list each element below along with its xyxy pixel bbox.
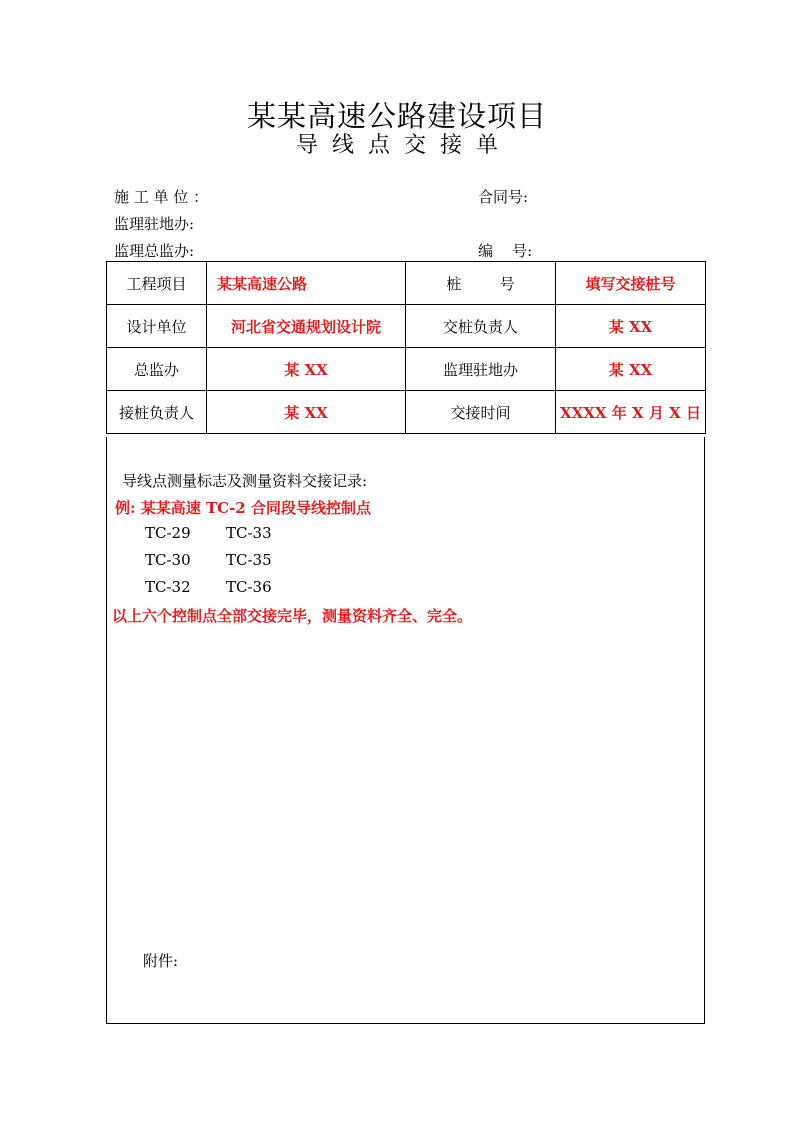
page-title: 某某高速公路建设项目 <box>246 99 547 133</box>
stake-no-label: 桩 号 <box>406 262 556 305</box>
serial-no-label: 编 号: <box>478 242 533 260</box>
record-conclusion: 以上六个控制点全部交接完毕，测量资料齐全、完全。 <box>112 607 473 625</box>
receiver-label: 接桩负责人 <box>107 391 207 434</box>
construction-unit-label: 施 工 单 位 ： <box>114 188 209 206</box>
handover-table <box>106 261 706 434</box>
table-row <box>107 262 706 305</box>
receiver-value: 某 XX <box>207 391 406 434</box>
project-label: 工程项目 <box>107 262 207 305</box>
table-row <box>107 348 706 391</box>
design-unit-label: 设计单位 <box>107 305 207 348</box>
stake-no-value: 填写交接桩号 <box>556 262 706 305</box>
point-id: TC-30 <box>145 551 191 569</box>
record-example: 例: 某某高速 TC-2 合同段导线控制点 <box>115 499 371 517</box>
handover-time-value: XXXX 年 X 月 X 日 <box>556 391 706 434</box>
handover-person-label: 交桩负责人 <box>406 305 556 348</box>
point-id: TC-36 <box>226 578 272 596</box>
chief-office-label: 监理总监办: <box>114 242 195 260</box>
handover-time-label: 交接时间 <box>406 391 556 434</box>
table-row <box>107 305 706 348</box>
point-id: TC-33 <box>226 524 272 542</box>
contract-no-label: 合同号: <box>478 188 529 206</box>
record-section <box>106 437 705 1024</box>
resident-office-cell-label: 监理驻地办 <box>406 348 556 391</box>
point-id: TC-29 <box>145 524 191 542</box>
resident-office-value: 某 XX <box>556 348 706 391</box>
handover-person-value: 某 XX <box>556 305 706 348</box>
point-id: TC-35 <box>226 551 272 569</box>
attachment-label: 附件: <box>143 952 179 970</box>
chief-office-value: 某 XX <box>207 348 406 391</box>
table-row <box>107 391 706 434</box>
design-unit-value: 河北省交通规划设计院 <box>207 305 406 348</box>
page-subtitle: 导线点交接单 <box>295 133 512 158</box>
record-heading: 导线点测量标志及测量资料交接记录: <box>122 472 368 490</box>
point-id: TC-32 <box>145 578 191 596</box>
project-value: 某某高速公路 <box>207 262 406 305</box>
resident-office-label: 监理驻地办: <box>114 215 195 233</box>
chief-office-cell-label: 总监办 <box>107 348 207 391</box>
